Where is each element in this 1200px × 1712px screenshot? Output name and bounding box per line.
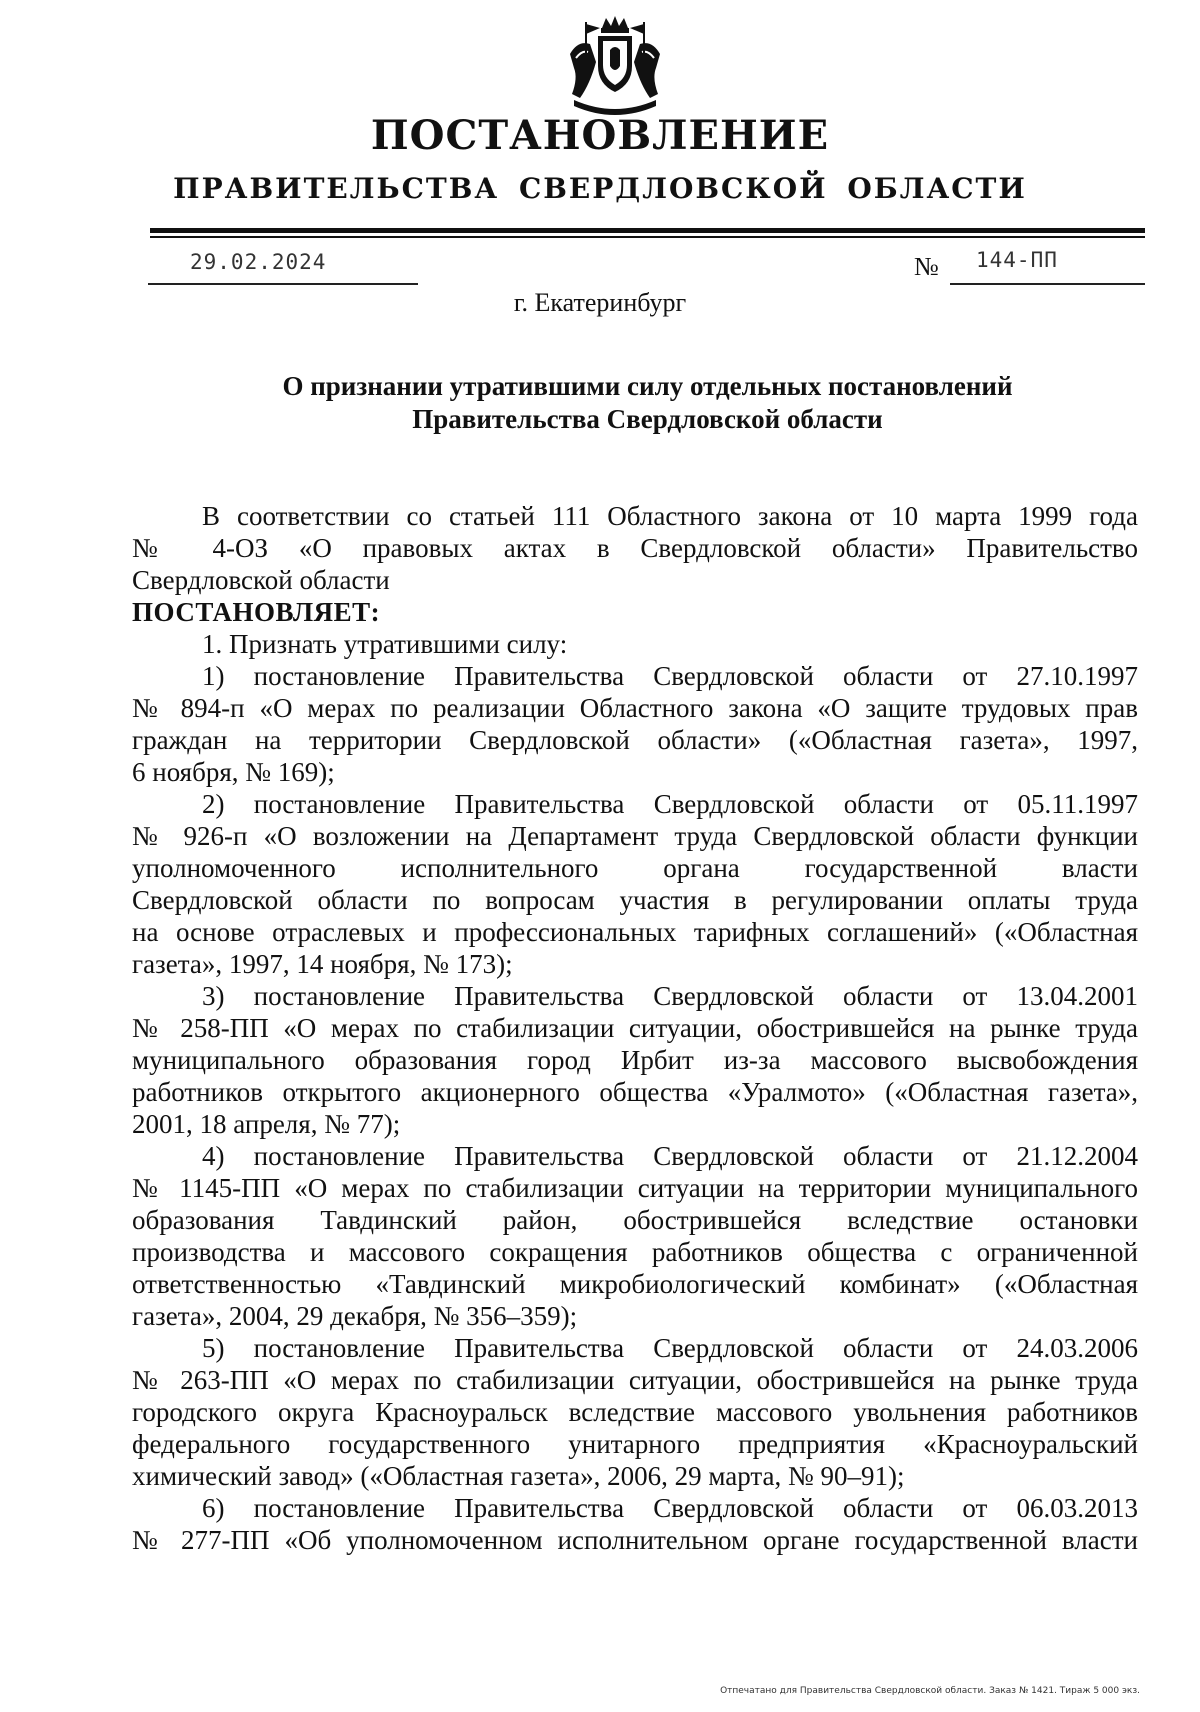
document-body: [132, 500, 1138, 1556]
list-item-line: муниципального образования город Ирбит из-за массового высвобождения: [132, 1045, 1138, 1075]
list-item-line: городского округа Красноуральск вследствие массового увольнения работников: [132, 1397, 1138, 1427]
city: г. Екатеринбург: [513, 288, 687, 317]
list-item-line: уполномоченного исполнительного органа государственной власти: [132, 853, 1138, 883]
list-item-line: работников открытого акционерного общества «Уралмото» («Областная газета»,: [132, 1077, 1138, 1107]
list-item-line: газета», 1997, 14 ноября, № 173);: [132, 949, 513, 979]
coat-of-arms-icon: [560, 14, 670, 124]
document-type-title: ПОСТАНОВЛЕНИЕ: [370, 112, 830, 159]
list-item-line: образования Тавдинский район, обострившейся вследствие остановки: [132, 1205, 1138, 1235]
list-item-line: федерального государственного унитарного предприятия «Красноуральский: [132, 1429, 1138, 1459]
document-number: 144-ПП: [976, 248, 1058, 272]
document-date: 29.02.2024: [190, 250, 327, 274]
list-item-line: ответственностью «Тавдинский микробиологический комбинат» («Областная: [132, 1269, 1138, 1299]
preamble-line: № 4-ОЗ «О правовых актах в Свердловской области» Правительство: [132, 533, 1138, 563]
document-subject-line: Правительства Свердловской области: [412, 404, 883, 434]
document-subject: [150, 370, 1145, 436]
preamble-line: Свердловской области: [132, 565, 390, 595]
list-item-line: № 894-п «О мерах по реализации Областного закона «О защите трудовых прав: [132, 693, 1138, 723]
list-item-line: 2) постановление Правительства Свердловской области от 05.11.1997: [202, 789, 1138, 819]
list-item-line: на основе отраслевых и профессиональных тарифных соглашений» («Областная: [132, 917, 1138, 947]
document-subject-line: О признании утратившими силу отдельных постановлений: [282, 371, 1013, 401]
list-item-line: производства и массового сокращения работников общества с ограниченной: [132, 1237, 1138, 1267]
print-note: Отпечатано для Правительства Свердловской области. Заказ № 1421. Тираж 5 000 экз.: [720, 1686, 1140, 1696]
list-item-line: Свердловской области по вопросам участия в регулировании оплаты труда: [132, 885, 1138, 915]
number-sign: №: [914, 252, 939, 281]
list-item-line: химический завод» («Областная газета», 2006, 29 марта, № 90–91);: [132, 1461, 905, 1491]
list-item-line: № 1145-ПП «О мерах по стабилизации ситуации на территории муниципального: [132, 1173, 1138, 1203]
header-divider-thin: [150, 236, 1145, 238]
preamble-line: В соответствии со статьей 111 Областного закона от 10 марта 1999 года: [202, 501, 1138, 531]
list-item-line: № 926-п «О возложении на Департамент труда Свердловской области функции: [132, 821, 1138, 851]
issuing-authority: ПРАВИТЕЛЬСТВА СВЕРДЛОВСКОЙ ОБЛАСТИ: [173, 172, 1027, 205]
list-item-line: № 258-ПП «О мерах по стабилизации ситуации, обострившейся на рынке труда: [132, 1013, 1138, 1043]
list-item-line: № 277-ПП «Об уполномоченном исполнительном органе государственной власти: [132, 1525, 1138, 1555]
list-item-line: 3) постановление Правительства Свердловской области от 13.04.2001: [202, 981, 1138, 1011]
list-item-line: 6 ноября, № 169);: [132, 757, 335, 787]
point-heading: 1. Признать утратившими силу:: [202, 629, 568, 659]
list-item-line: граждан на территории Свердловской области» («Областная газета», 1997,: [132, 725, 1138, 755]
list-item-line: газета», 2004, 29 декабря, № 356–359);: [132, 1301, 578, 1331]
list-item-line: 4) постановление Правительства Свердловской области от 21.12.2004: [202, 1141, 1138, 1171]
number-underline: [950, 283, 1145, 285]
header-divider-thick: [150, 228, 1145, 233]
list-item-line: 1) постановление Правительства Свердловской области от 27.10.1997: [202, 661, 1138, 691]
list-item-line: № 263-ПП «О мерах по стабилизации ситуации, обострившейся на рынке труда: [132, 1365, 1138, 1395]
list-item-line: 5) постановление Правительства Свердловской области от 24.03.2006: [202, 1333, 1138, 1363]
list-item-line: 2001, 18 апреля, № 77);: [132, 1109, 401, 1139]
date-underline: [148, 283, 418, 285]
list-item-line: 6) постановление Правительства Свердловской области от 06.03.2013: [202, 1493, 1138, 1523]
decree-word: ПОСТАНОВЛЯЕТ:: [132, 597, 381, 627]
